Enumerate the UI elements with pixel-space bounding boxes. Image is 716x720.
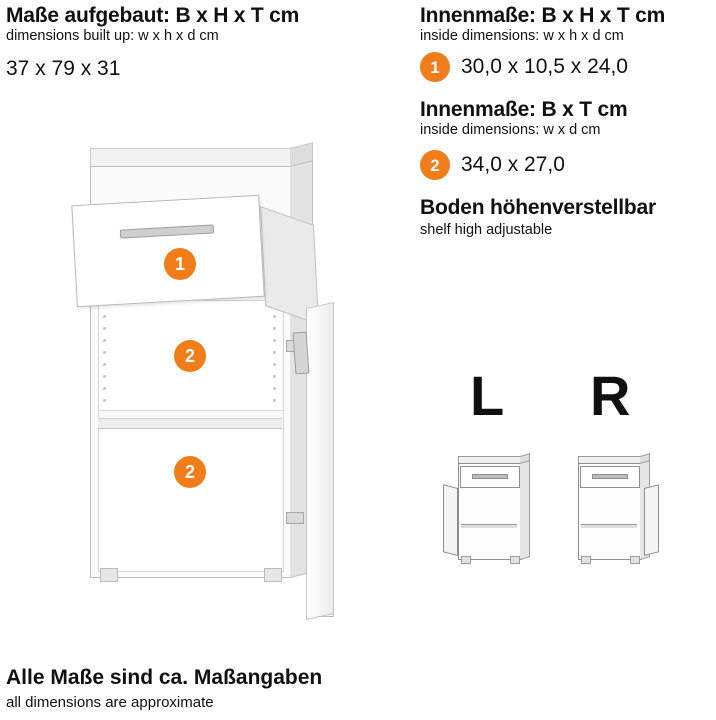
mini-foot-right-a	[581, 556, 591, 564]
badge-1: 1	[420, 52, 450, 82]
adjustable-shelf	[98, 418, 282, 429]
door-hinge-lower	[286, 512, 304, 524]
orientation-diagrams	[440, 364, 690, 608]
adjustable-shelf-subheading: shelf high adjustable	[420, 222, 553, 238]
footer-note-en: all dimensions are approximate	[6, 694, 214, 711]
inner-dimensions-row-1	[420, 52, 628, 82]
mini-foot-left-b	[510, 556, 520, 564]
inner-dimensions-heading-1: Innenmaße: B x H x T cm	[420, 4, 666, 27]
cabinet-illustration	[70, 140, 330, 610]
cabinet-badge-shelf-upper: 2	[174, 340, 206, 372]
cabinet-foot-right	[264, 568, 282, 582]
mini-cabinet-right-hinged	[572, 452, 656, 572]
mini-open-door-left	[443, 484, 458, 556]
inner-dimensions-value-1: 30,0 x 10,5 x 24,0	[461, 55, 628, 78]
cabinet-top-board	[90, 148, 292, 168]
built-up-dimensions-subheading: dimensions built up: w x h x d cm	[6, 28, 219, 44]
inner-dimensions-row-2	[420, 150, 565, 180]
drawer-handle	[120, 224, 214, 238]
built-up-dimensions-heading: Maße aufgebaut: B x H x T cm	[6, 4, 300, 27]
door-handle	[293, 332, 310, 375]
inner-dimensions-value-2: 34,0 x 27,0	[461, 153, 565, 176]
orientation-label-right: R	[590, 364, 631, 427]
inner-dimensions-subheading-1: inside dimensions: w x h x d cm	[420, 28, 624, 44]
orientation-label-left: L	[470, 364, 505, 427]
mini-side-panel-left	[520, 460, 530, 560]
inner-dimensions-heading-2: Innenmaße: B x T cm	[420, 98, 628, 121]
mini-foot-left-a	[461, 556, 471, 564]
mini-foot-right-b	[630, 556, 640, 564]
cabinet-badge-drawer: 1	[164, 248, 196, 280]
open-door-front	[306, 302, 334, 620]
mini-drawer-handle-right	[592, 474, 628, 479]
shelf-pin-holes-left	[103, 315, 107, 425]
built-up-dimensions-value: 37 x 79 x 31	[6, 57, 121, 80]
open-drawer	[71, 195, 264, 307]
footer-note-de: Alle Maße sind ca. Maßangaben	[6, 666, 323, 689]
inner-dimensions-subheading-2: inside dimensions: w x d cm	[420, 122, 601, 138]
mini-shelf-right	[581, 524, 637, 528]
mini-shelf-left	[461, 524, 517, 528]
badge-2: 2	[420, 150, 450, 180]
shelf-pin-holes-right	[273, 315, 277, 425]
mini-open-door-right	[644, 484, 659, 556]
adjustable-shelf-heading: Boden höhenverstellbar	[420, 196, 656, 219]
mini-drawer-handle-left	[472, 474, 508, 479]
mini-cabinet-left-hinged	[452, 452, 536, 572]
cabinet-badge-shelf-lower: 2	[174, 456, 206, 488]
cabinet-foot-left	[100, 568, 118, 582]
